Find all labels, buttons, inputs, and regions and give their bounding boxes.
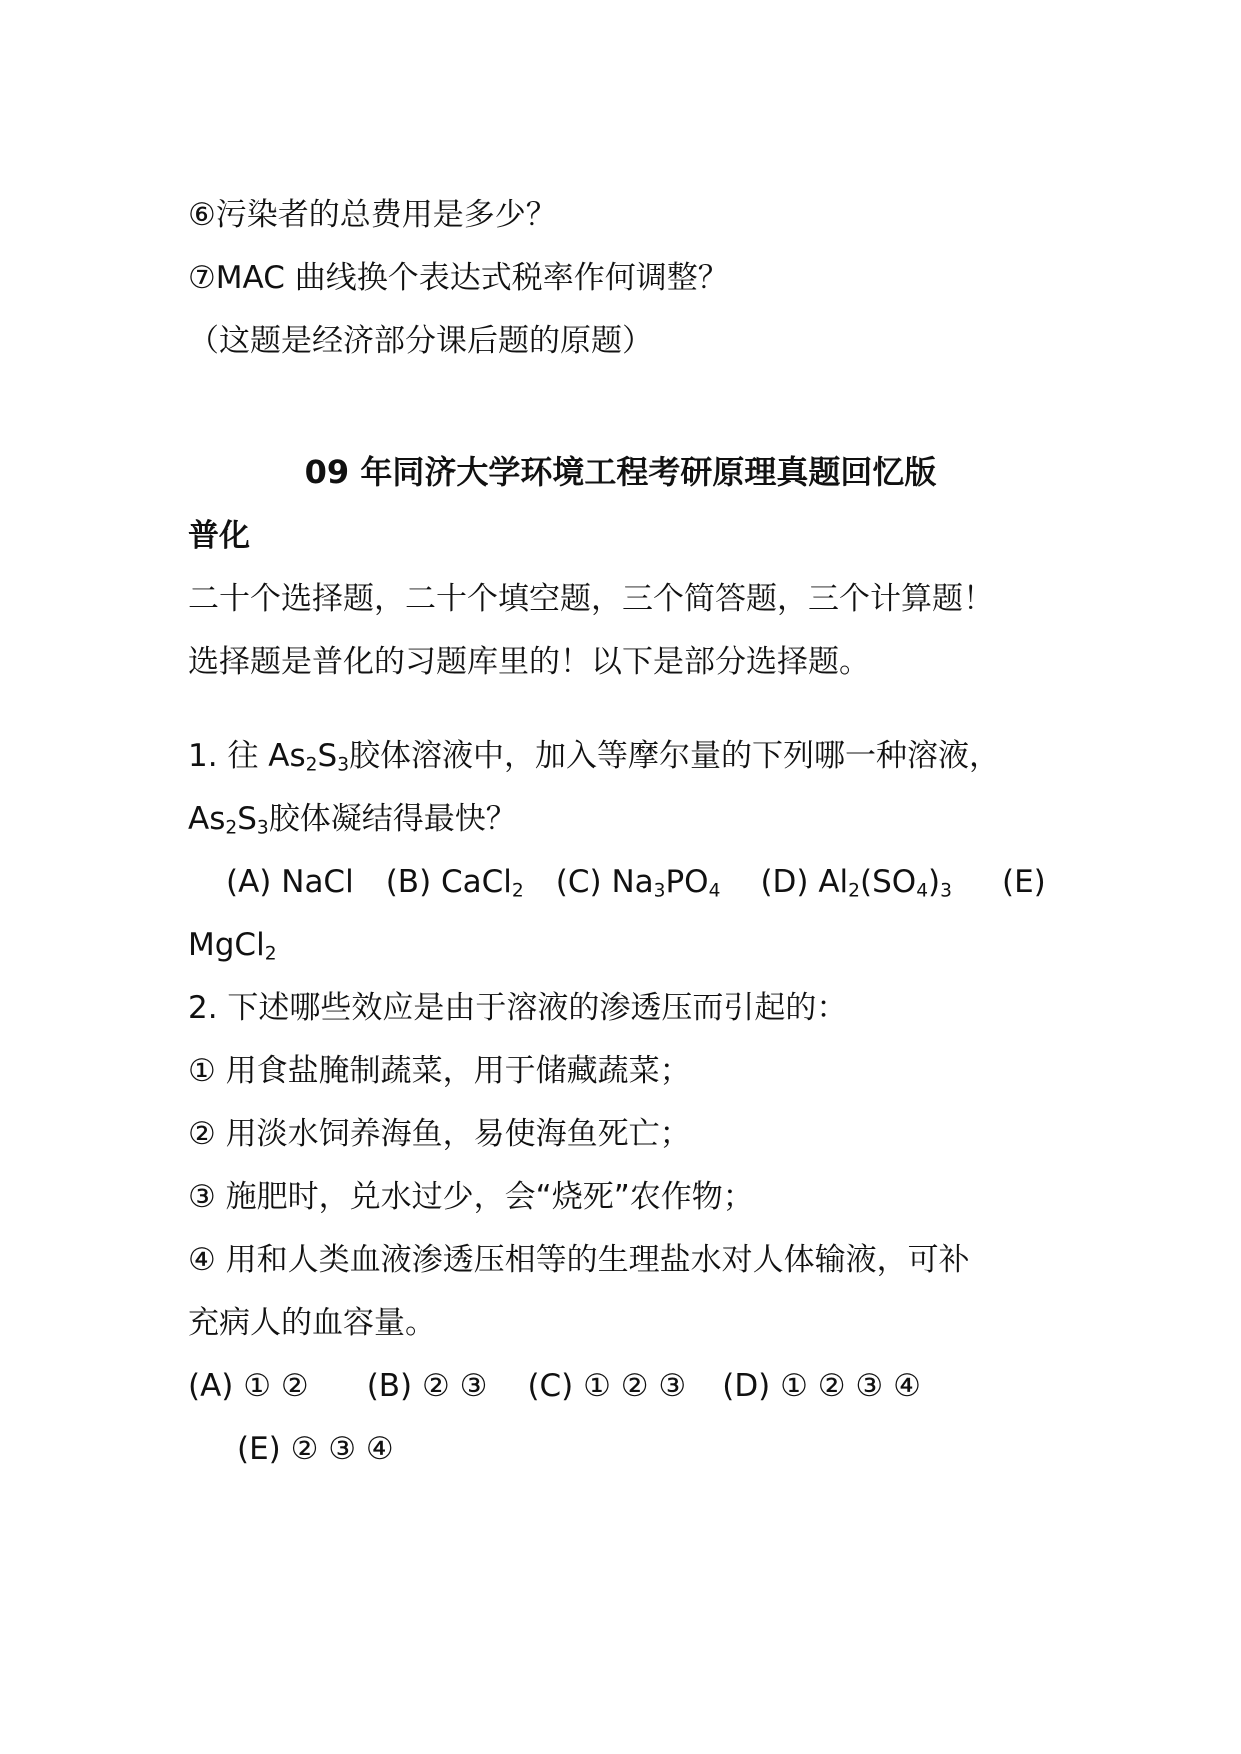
question-1-options <box>226 860 1046 904</box>
question-2-option-e: (E) ② ③ ④ <box>237 1431 394 1467</box>
option-e-label: (E) <box>1002 864 1046 900</box>
option-d: (D) $Al_2(SO_4)_3$ <box>760 864 952 902</box>
question-2-item-3: ③ 施肥时，兑水过少，会“烧死”农作物； <box>188 1179 754 1215</box>
question-1-text-c: 胶体凝结得最快？ <box>268 801 517 837</box>
question-7-text: ⑦MAC 曲线换个表达式税率作何调整？ <box>188 260 729 296</box>
intro-line-1: 二十个选择题，二十个填空题，三个简答题，三个计算题！ <box>188 581 994 617</box>
intro-line-2: 选择题是普化的习题库里的！以下是部分选择题。 <box>188 644 870 680</box>
option-c: (C) ① ② ③ <box>527 1368 687 1404</box>
question-2-item-4: ④ 用和人类血液渗透压相等的生理盐水对人体输液，可补 <box>188 1242 970 1278</box>
option-e-formula: MgCl$_2$ <box>188 927 277 965</box>
question-1-text-a: 往 <box>227 738 259 774</box>
section-heading: 普化 <box>188 518 250 554</box>
question-6-text: ⑥污染者的总费用是多少？ <box>188 197 557 233</box>
question-note: （这题是经济部分课后题的原题） <box>188 323 653 359</box>
option-b: (B) ② ③ <box>366 1368 488 1404</box>
option-b: (B) CaCl$_2$ <box>385 864 524 902</box>
option-a: (A) ① ② <box>188 1368 309 1404</box>
option-d: (D) ① ② ③ ④ <box>722 1368 921 1404</box>
question-1-number: 1. <box>188 738 218 774</box>
question-2-item-4-cont: 充病人的血容量。 <box>188 1305 436 1341</box>
question-1-line-2 <box>188 797 517 841</box>
question-2-item-1: ① 用食盐腌制蔬菜，用于储藏蔬菜； <box>188 1053 691 1089</box>
option-c: (C) $Na_3PO_4$ <box>555 864 721 902</box>
question-2-item-2: ② 用淡水饲养海鱼，易使海鱼死亡； <box>188 1116 691 1152</box>
page-title: 09 年同济大学环境工程考研原理真题回忆版 <box>304 453 937 491</box>
question-2-stem: 2. 下述哪些效应是由于溶液的渗透压而引起的： <box>188 990 848 1026</box>
question-2-options <box>188 1364 921 1408</box>
question-1-text-b: 胶体溶液中，加入等摩尔量的下列哪一种溶液， <box>349 738 1001 774</box>
formula-as2s3: $As_2S_3$ <box>268 738 350 776</box>
question-1-line-1 <box>188 734 1000 778</box>
formula-as2s3: $As_2S_3$ <box>188 801 269 839</box>
option-a: (A) NaCl <box>226 864 354 900</box>
